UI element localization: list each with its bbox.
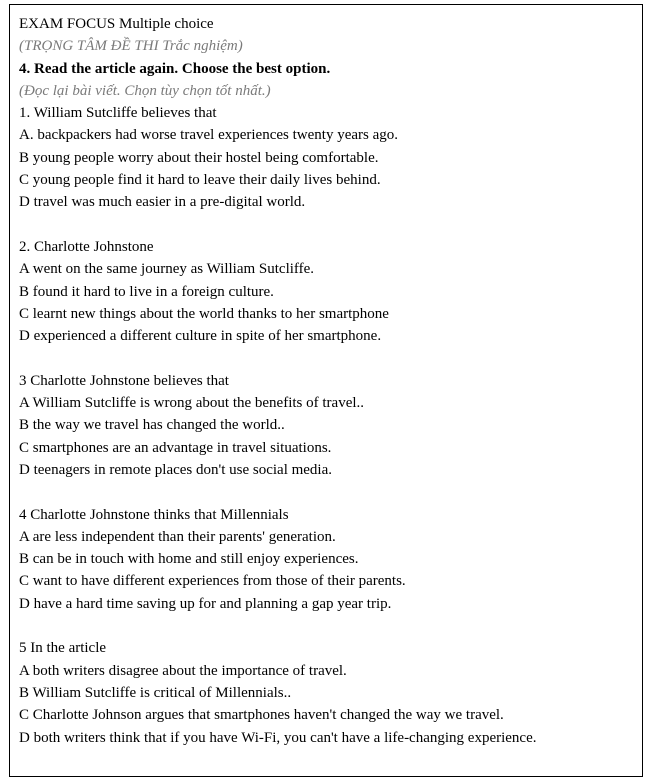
question-stem: 3 Charlotte Johnstone believes that: [19, 372, 229, 389]
answer-option: B young people worry about their hostel being comfortable.: [19, 149, 379, 166]
question-stem: 2. Charlotte Johnstone: [19, 238, 154, 255]
answer-option: D teenagers in remote places don't use social media.: [19, 461, 333, 478]
exercise-instruction-translation: (Đọc lại bài viết. Chọn tùy chọn tốt nhất.): [19, 82, 271, 99]
spacer: [19, 347, 639, 369]
question-stem: 5 In the article: [19, 640, 107, 657]
question-4: [19, 504, 639, 615]
answer-option: A William Sutcliffe is wrong about the benefits of travel..: [19, 395, 365, 412]
answer-option: D have a hard time saving up for and planning a gap year trip.: [19, 595, 392, 612]
answer-option: B William Sutcliffe is critical of Millennials..: [19, 684, 292, 701]
answer-option: C learnt new things about the world thanks to her smartphone: [19, 305, 389, 322]
answer-option: C smartphones are an advantage in travel situations.: [19, 439, 332, 456]
spacer: [19, 214, 639, 236]
question-5: [19, 637, 639, 748]
answer-option: D experienced a different culture in spite of her smartphone.: [19, 328, 382, 345]
answer-option: A both writers disagree about the importance of travel.: [19, 662, 347, 679]
answer-option: D both writers think that if you have Wi-Fi, you can't have a life-changing experience.: [19, 729, 537, 746]
spacer: [19, 481, 639, 503]
answer-option: C want to have different experiences from those of their parents.: [19, 573, 406, 590]
question-2: [19, 236, 639, 347]
exercise-instruction: 4. Read the article again. Choose the best option.: [19, 60, 331, 77]
answer-option: D travel was much easier in a pre-digital world.: [19, 194, 306, 211]
question-3: [19, 370, 639, 481]
answer-option: A. backpackers had worse travel experiences twenty years ago.: [19, 127, 398, 144]
exercise-content: [19, 13, 639, 749]
spacer: [19, 615, 639, 637]
answer-option: B the way we travel has changed the world..: [19, 417, 285, 434]
answer-option: C young people find it hard to leave their daily lives behind.: [19, 172, 381, 189]
answer-option: B found it hard to live in a foreign culture.: [19, 283, 274, 300]
question-stem: 4 Charlotte Johnstone thinks that Millennials: [19, 506, 289, 523]
answer-option: A went on the same journey as William Sutcliffe.: [19, 261, 315, 278]
question-stem: 1. William Sutcliffe believes that: [19, 105, 217, 122]
exam-focus-title-translation: (TRỌNG TÂM ĐỀ THI Trắc nghiệm): [19, 38, 243, 55]
question-1: [19, 102, 639, 213]
exam-focus-title: EXAM FOCUS Multiple choice: [19, 16, 214, 32]
answer-option: B can be in touch with home and still enjoy experiences.: [19, 551, 359, 568]
answer-option: C Charlotte Johnson argues that smartphones haven't changed the way we travel.: [19, 707, 504, 724]
answer-option: A are less independent than their parents' generation.: [19, 528, 336, 545]
exercise-box: [9, 4, 643, 777]
